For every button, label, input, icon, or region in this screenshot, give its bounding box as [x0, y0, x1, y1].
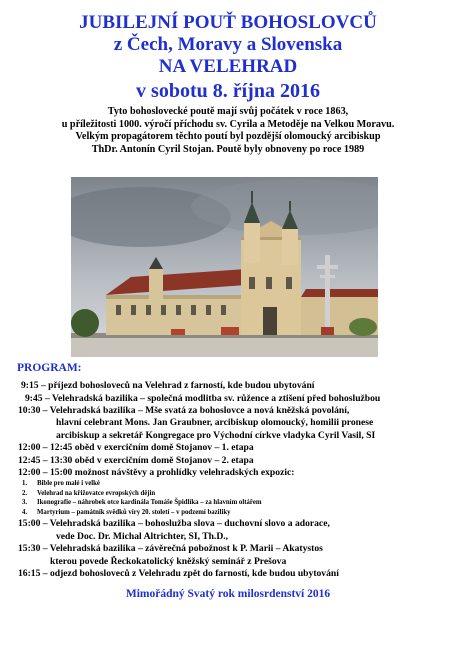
program-line: 12:00 – 15:00 možnost návštěvy a prohlídky velehradských expozic: — [18, 467, 295, 478]
program-line: arcibiskup a sekretář Kongregace pro Východní církve vladyka Cyril Vasil, SI — [56, 429, 376, 441]
program-line: 9:15 – příjezd bohosloveců na Velehrad z farností, kde budou ubytování — [21, 380, 315, 391]
exposition-number: 3. — [22, 499, 28, 506]
program-line: 10:30 – Velehradská bazilika – Mše svatá za bohoslovce a nová kněžská povolání, — [18, 405, 350, 416]
exposition-item: Ikonografie – náhrobek otce kardinála Tomáše Špidlíka – za hlavním oltářem — [37, 499, 262, 506]
program-line: kterou povede Řeckokatolický kněžský seminář z Prešova — [50, 555, 287, 567]
program-line: 12:00 – 12:45 oběd v exercičním domě Stojanov – 1. etapa — [18, 442, 254, 453]
exposition-number: 2. — [22, 489, 28, 497]
title-line-2: z Čech, Moravy a Slovenska — [113, 34, 343, 55]
program-line: hlavní celebrant Mons. Jan Graubner, arcibiskup olomoucký, homilii pronese — [56, 417, 374, 428]
program-line: 9:45 – Velehradská bazilika – společná modlitba sv. růžence a ztišení před bohoslužbou — [25, 392, 381, 404]
intro-line: Tyto bohoslovecké poutě mají svůj počátek v roce 1863, — [107, 106, 349, 117]
exposition-item: Velehrad na křižovatce evropských dějin — [37, 489, 156, 497]
program-line: 15:00 – Velehradská bazilika – bohoslužba slova – duchovní slovo a adorace, — [18, 518, 330, 529]
exposition-item: Bible pro malé i velké — [37, 480, 100, 487]
program-line: 12:45 – 13:30 oběd v exercičním domě Stojanov – 2. etapa — [18, 454, 254, 466]
exposition-number: 1. — [22, 480, 28, 487]
intro-line: Velkým propagátorem těchto poutí byl pozdější olomoucký arcibiskup — [75, 131, 381, 142]
program-heading: PROGRAM: — [17, 362, 82, 374]
exposition-item: Martyrium – památník svědků víry 20. století – v podzemí baziliky — [37, 508, 231, 516]
footer-note: Mimořádný Svatý rok milosrdenství 2016 — [125, 588, 331, 600]
basilica-photo — [71, 177, 378, 357]
title-line-1: JUBILEJNÍ POUŤ BOHOSLOVCŮ — [79, 12, 377, 33]
title-line-3: NA VELEHRAD — [158, 56, 298, 77]
program-line: 16:15 – odjezd bohosloveců z Velehradu zpět do farností, kde budou ubytování — [18, 568, 339, 579]
intro-line: ThDr. Antonín Cyril Stojan. Poutě byly obnoveny po roce 1989 — [91, 143, 365, 155]
program-line: 15:30 – Velehradská bazilika – závěrečná pobožnost k P. Marii – Akatystos — [18, 543, 323, 554]
exposition-number: 4. — [22, 508, 28, 516]
intro-line: u příležitosti 1000. výročí příchodu sv. Cyrila a Metoděje na Velkou Moravu. — [61, 118, 395, 130]
title-line-4: v sobotu 8. října 2016 — [136, 80, 320, 102]
program-line: vede Doc. Dr. Michal Altrichter, SI, Th.D., — [56, 530, 229, 542]
